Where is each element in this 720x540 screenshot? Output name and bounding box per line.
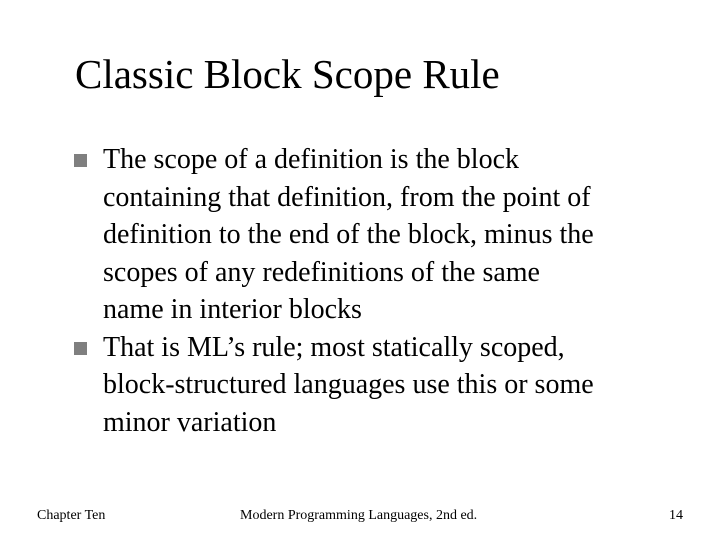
bullet-line: containing that definition, from the point of xyxy=(103,181,591,213)
bullet-line: That is ML’s rule; most statically scoped, xyxy=(103,331,565,363)
bullet-item-scope-rule xyxy=(72,141,682,329)
square-bullet-icon xyxy=(74,154,87,167)
slide-title: Classic Block Scope Rule xyxy=(75,51,500,97)
footer-page-number: 14 xyxy=(669,508,683,523)
footer-book-title: Modern Programming Languages, 2nd ed. xyxy=(240,508,478,523)
footer-chapter: Chapter Ten xyxy=(37,508,106,523)
bullet-list xyxy=(72,141,682,441)
bullet-item-ml-rule xyxy=(72,329,682,442)
bullet-line: scopes of any redefinitions of the same xyxy=(103,256,540,288)
bullet-line: minor variation xyxy=(103,406,277,438)
bullet-line: block-structured languages use this or some xyxy=(103,369,594,400)
square-bullet-icon xyxy=(74,342,87,355)
bullet-line: definition to the end of the block, minus the xyxy=(103,219,594,250)
bullet-line: name in interior blocks xyxy=(103,294,362,325)
bullet-line: The scope of a definition is the block xyxy=(103,144,519,175)
